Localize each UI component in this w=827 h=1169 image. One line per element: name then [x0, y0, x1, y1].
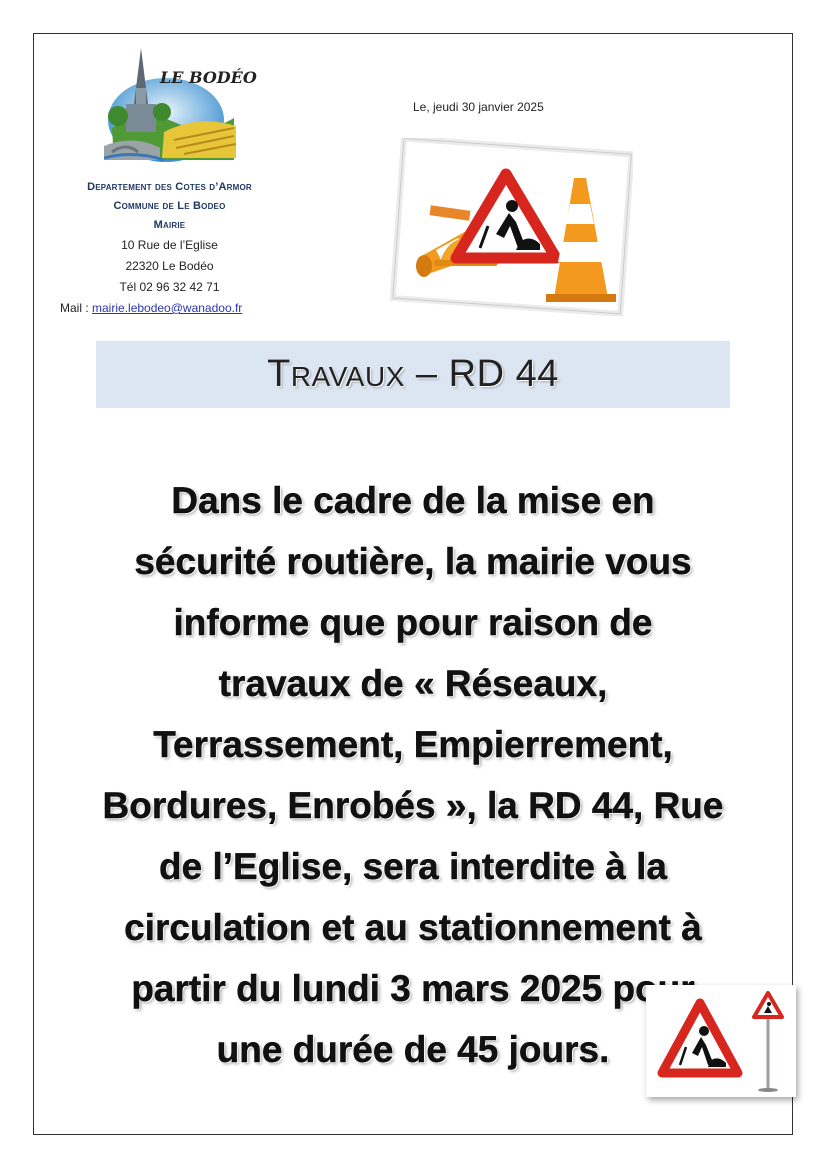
title-first-letter: T [267, 353, 291, 395]
roadworks-sign-icon [646, 985, 796, 1097]
village-church-logo [104, 48, 244, 166]
message-line: travaux de « Réseaux, [218, 663, 608, 704]
message-line: informe que pour raison de [173, 602, 653, 643]
phone-line: Tél 02 96 32 42 71 [119, 280, 220, 294]
title-suffix: – RD 44 [404, 353, 559, 395]
message-line: une durée de 45 jours. [216, 1029, 610, 1070]
city-line: 22320 Le Bodéo [125, 259, 214, 273]
title-caps: RAVAUX [290, 361, 405, 392]
mail-line [52, 298, 287, 319]
mail-link[interactable]: mairie.lebodeo@wanadoo.fr [92, 301, 243, 315]
message-line: circulation et au stationnement à [124, 907, 702, 948]
letter-date: Le, jeudi 30 janvier 2025 [413, 100, 544, 114]
message-line: de l’Eglise, sera interdite à la [159, 846, 667, 887]
department-line: Departement des Cotes d’Armor [87, 181, 252, 193]
message-line: Bordures, Enrobés », la RD 44, Rue [102, 785, 724, 826]
logo-title: LE BODÉO [160, 68, 257, 87]
message-line: partir du lundi 3 mars 2025 pour [131, 968, 695, 1009]
message-line: sécurité routière, la mairie vous [134, 541, 692, 582]
commune-line: Commune de Le Bodeo [113, 200, 226, 212]
title-band [96, 341, 730, 408]
street-line: 10 Rue de l’Eglise [121, 238, 218, 252]
message-line: Terrassement, Empierrement, [153, 724, 673, 765]
roadworks-cones-icon [388, 138, 633, 316]
page-title [267, 353, 559, 396]
message-line: Dans le cadre de la mise en [171, 480, 655, 521]
mairie-line: Mairie [153, 219, 186, 231]
address-block [52, 178, 287, 319]
mail-label: Mail : [60, 301, 93, 315]
